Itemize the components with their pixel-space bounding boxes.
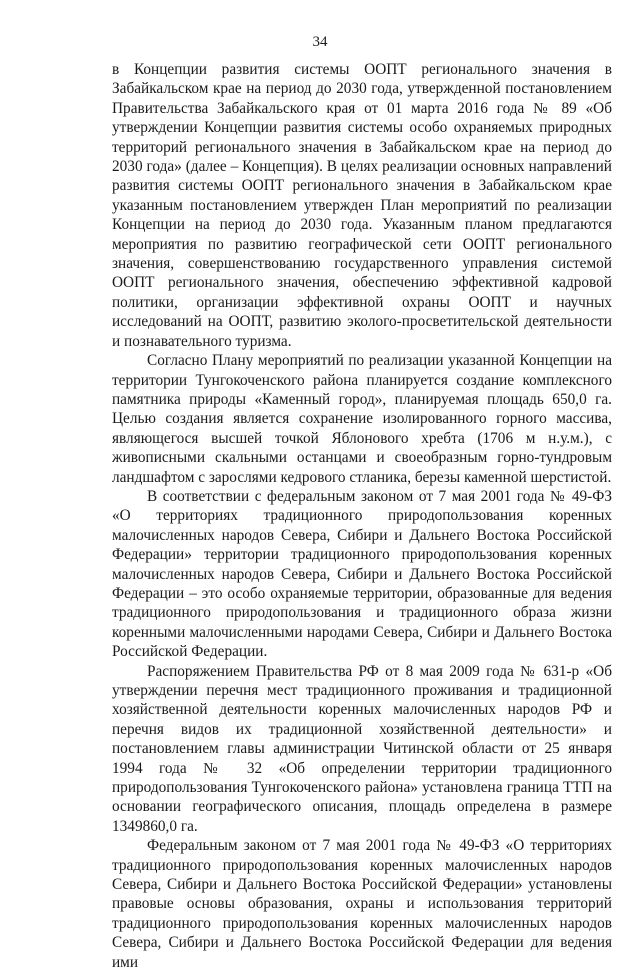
- paragraph-kamenny-gorod: Согласно Плану мероприятий по реализации указанной Концепции на территории Тунгокоченского района планируется создание комплексного памятника природы «Каменный город», планируемая площадь 650,0 га. Целью создания является сохранение изолированного горного массива, являющегося высшей точкой Яблонового хребта (1706 м н.у.м.), с живописными скальными останцами и своеобразным горно-тундровым ландшафтом с зарослями кедрового стланика, березы каменной шерстистой.: [112, 352, 612, 486]
- paragraph-federal-law-basis: Федеральным законом от 7 мая 2001 года № 49-ФЗ «О территориях традиционного природопользования коренных малочисленных народов Севера, Сибири и Дальнего Востока Российской Федерации» установлены правовые основы образования, охраны и использования территорий традиционного природопользования коренных малочисленных народов Севера, Сибири и Дальнего Востока Российской Федерации для ведения ими: [112, 837, 612, 971]
- page-number: 34: [312, 34, 328, 50]
- paragraph-concept-continuation: в Концепции развития системы ООПТ регионального значения в Забайкальском крае на период до 2030 года, утвержденной постановлением Правительства Забайкальского края от 01 марта 2016 года № 89 «Об утверждении Концепции развития системы особо охраняемых природных территорий регионального значения в Забайкальском крае на период до 2030 года» (далее – Концепция). В целях реализации основных направлений развития системы ООПТ регионального значения в Забайкальском крае указанным постановлением утвержден План мероприятий по реализации Концепции на период до 2030 года. Указанным планом предлагаются мероприятия по развитию географической сети ООПТ регионального значения, совершенствованию государственного управления системой ООПТ регионального значения, обеспечению эффективной кадровой политики, организации эффективной охраны ООПТ и научных исследований на ООПТ, развитию эколого-просветительской деятельности и познавательного туризма.: [112, 61, 612, 350]
- body-text: [112, 60, 612, 972]
- paragraph-government-order: Распоряжением Правительства РФ от 8 мая 2009 года № 631-р «Об утверждении перечня мест традиционного проживания и традиционной хозяйственной деятельности коренных малочисленных народов РФ и перечня видов их традиционной хозяйственной деятельности» и постановлением главы администрации Читинской области от 25 января 1994 года № 32 «Об определении территории традиционного природопользования Тунгокоченского района» установлена граница ТТП на основании географического описания, площадь определена в размере 1349860,0 га.: [112, 662, 612, 835]
- paragraph-federal-law-definition: В соответствии с федеральным законом от 7 мая 2001 года № 49-ФЗ «О территориях традиционного природопользования коренных малочисленных народов Севера, Сибири и Дальнего Востока Российской Федерации» территории традиционного природопользования коренных малочисленных народов Севера, Сибири и Дальнего Востока Российской Федерации – это особо охраняемые территории, образованные для ведения традиционного природопользования и традиционного образа жизни коренными малочисленными народами Севера, Сибири и Дальнего Востока Российской Федерации.: [112, 487, 612, 661]
